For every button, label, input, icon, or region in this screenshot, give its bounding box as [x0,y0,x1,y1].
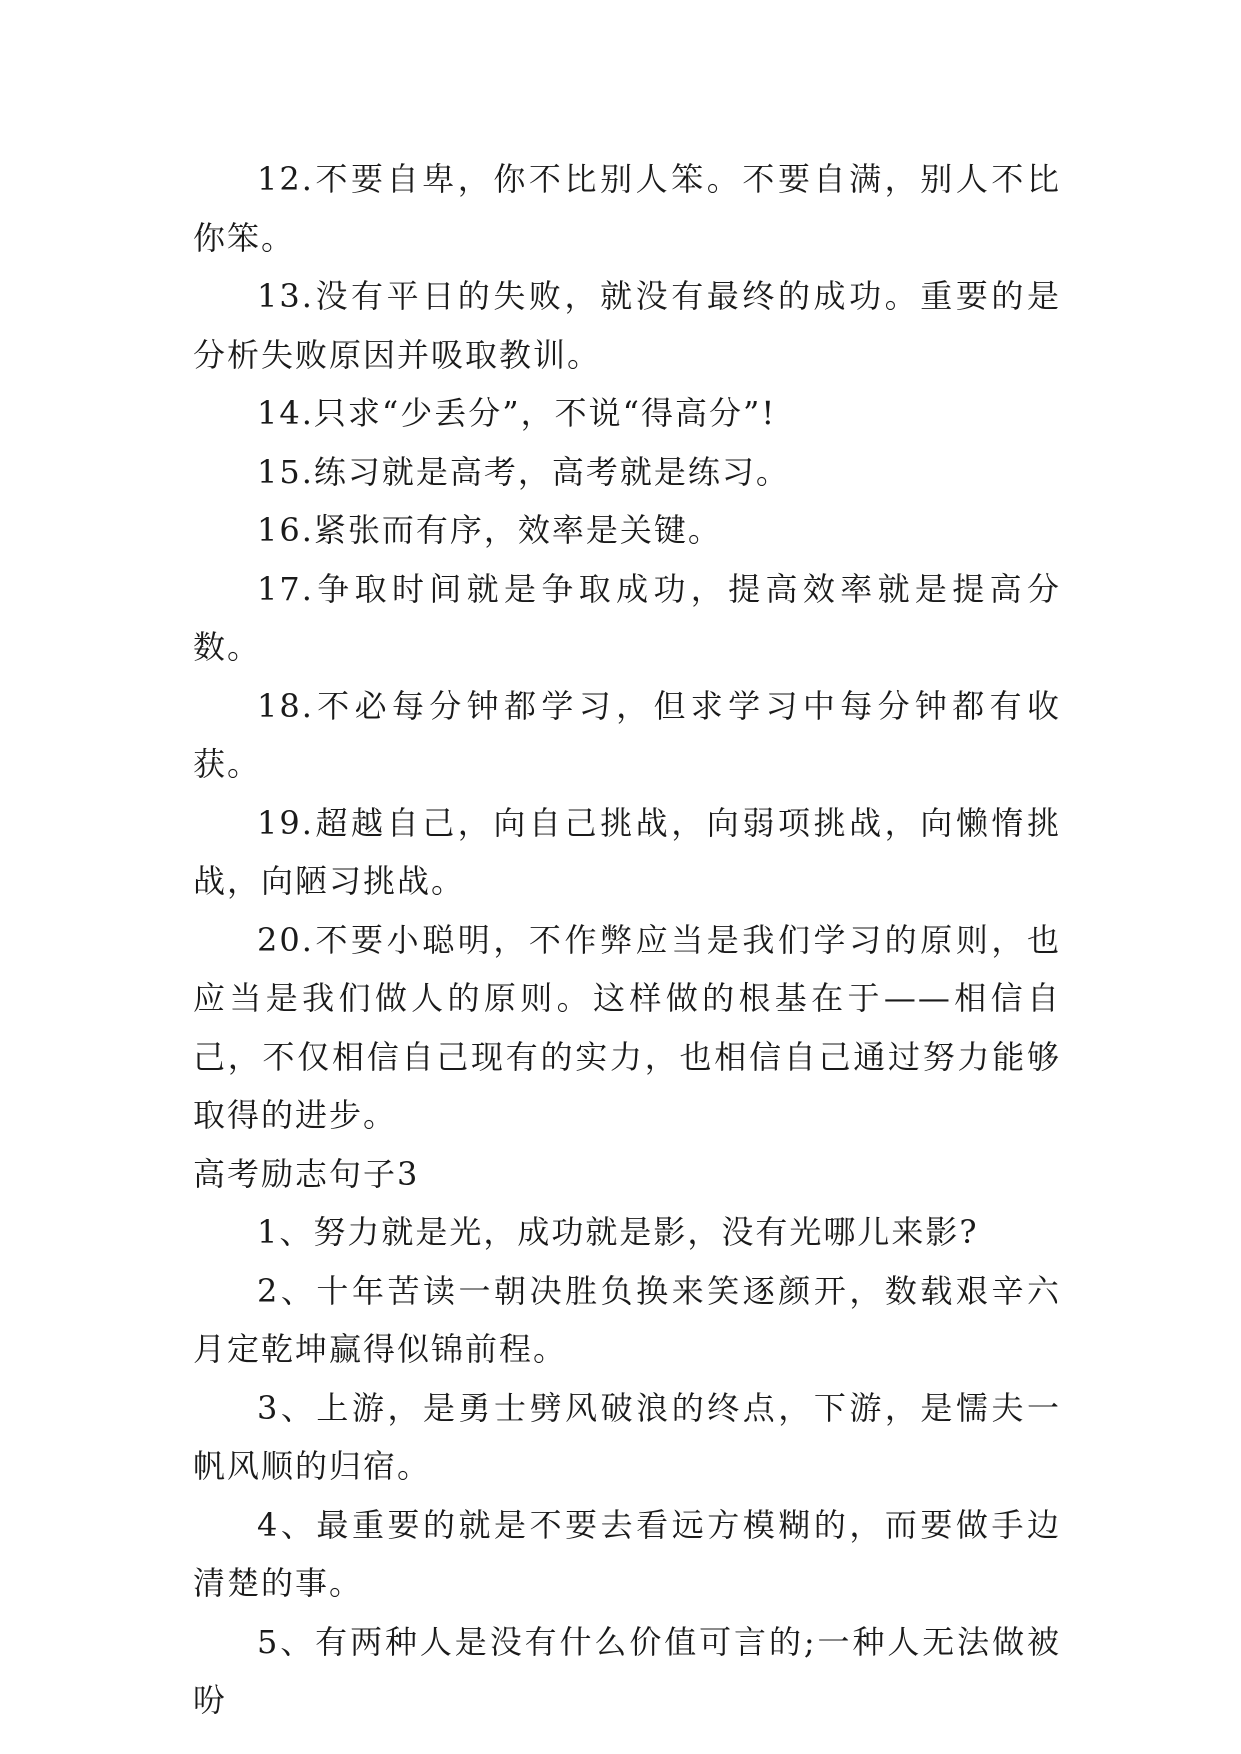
paragraph-item-13: 13.没有平日的失败，就没有最终的成功。重要的是分析失败原因并吸取教训。 [193,277,1061,374]
section-paragraph-4: 4、最重要的就是不要去看远方模糊的，而要做手边清楚的事。 [193,1505,1061,1602]
paragraph-item-18: 18.不必每分钟都学习，但求学习中每分钟都有收获。 [193,686,1061,783]
paragraph-item-15: 15.练习就是高考，高考就是练习。 [257,452,790,491]
document-body [193,150,1061,1730]
section-paragraph-1: 1、努力就是光，成功就是影，没有光哪儿来影? [257,1213,979,1251]
paragraph-item-14: 14.只求“少丢分”，不说“得高分”! [257,394,777,432]
section-paragraph-3: 3、上游，是勇士劈风破浪的终点，下游，是懦夫一帆风顺的归宿。 [193,1388,1061,1485]
paragraph-item-17: 17.争取时间就是争取成功，提高效率就是提高分数。 [193,569,1061,666]
paragraph-item-20: 20.不要小聪明，不作弊应当是我们学习的原则，也应当是我们做人的原则。这样做的根基在于——相信自己，不仅相信自己现有的实力，也相信自己通过努力能够取得的进步。 [193,920,1061,1134]
section-paragraph-5: 5、有两种人是没有什么价值可言的;一种人无法做被吩 [193,1622,1061,1719]
section-heading: 高考励志句子3 [193,1154,420,1193]
section-paragraph-2: 2、十年苦读一朝决胜负换来笑逐颜开，数载艰辛六月定乾坤赢得似锦前程。 [193,1271,1061,1368]
paragraph-item-16: 16.紧张而有序，效率是关键。 [257,511,722,549]
paragraph-item-12: 12.不要自卑，你不比别人笨。不要自满，别人不比你笨。 [193,160,1061,257]
paragraph-item-19: 19.超越自己，向自己挑战，向弱项挑战，向懒惰挑战，向陋习挑战。 [193,803,1061,900]
